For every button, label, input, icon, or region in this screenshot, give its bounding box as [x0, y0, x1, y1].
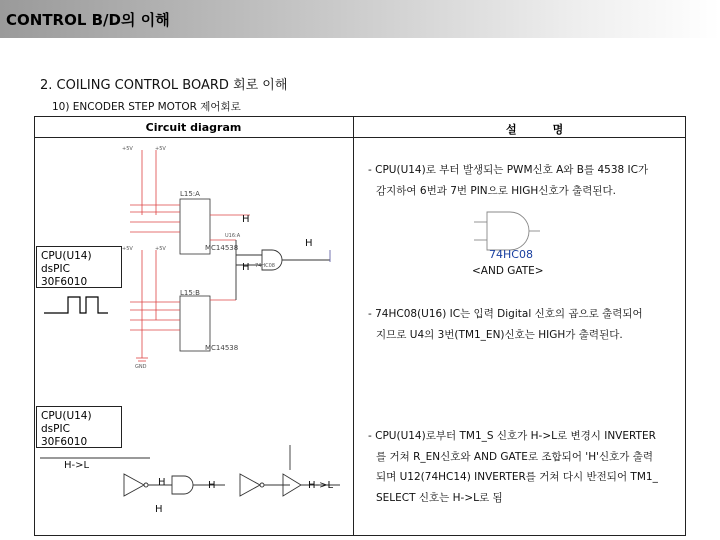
ic-bottom-label: L15:B — [180, 289, 200, 297]
ic-top-label: L15:A — [180, 190, 200, 198]
signal-hl-1: H->L — [64, 460, 90, 471]
desc-upper-line: 감지하여 6번과 7번 PIN으로 HIGH신호가 출력된다. — [376, 185, 616, 197]
header-circuit-diagram: Circuit diagram — [145, 121, 242, 134]
signal-h-3: H — [242, 262, 250, 273]
cpu-box-line: 30F6010 — [41, 276, 88, 288]
ic-top-name: MC14538 — [205, 244, 239, 252]
desc-lower-line: 되며 U12(74HC14) INVERTER를 거쳐 다시 반전되어 TM1_ — [376, 471, 658, 483]
signal-h-2: H — [305, 238, 313, 249]
desc-upper-line: 지므로 U4의 3번(TM1_EN)신호는 HIGH가 출력된다. — [376, 329, 623, 341]
header-description-part1: 설 — [506, 123, 517, 136]
schematic-tiny-label: +5V — [122, 146, 133, 152]
schematic-tiny-label: +5V — [155, 246, 166, 252]
cpu-box-lower — [36, 406, 122, 448]
signal-h-lower-1: H — [158, 477, 166, 488]
sub-title: 10) ENCODER STEP MOTOR 제어회로 — [52, 101, 241, 113]
desc-lower-line: - CPU(U14)로부터 TM1_S 신호가 H->L로 변경시 INVERTER — [368, 430, 656, 442]
gate-desc: <AND GATE> — [472, 265, 544, 277]
schematic-tiny-label: GND — [135, 364, 147, 370]
desc-lower-line: SELECT 신호는 H->L로 됨 — [376, 492, 503, 504]
page-title: CONTROL B/D의 이해 — [6, 11, 170, 29]
schematic-tiny-label: 74HC08 — [255, 263, 275, 269]
signal-h-1: H — [242, 214, 250, 225]
cpu-box-line: dsPIC — [41, 263, 70, 275]
desc-upper-line: - 74HC08(U16) IC는 입력 Digital 신호의 곱으로 출력되어 — [368, 308, 643, 320]
ic-bottom-name: MC14538 — [205, 344, 239, 352]
desc-upper-line: - CPU(U14)로 부터 발생되는 PWM신호 A와 B를 4538 IC가 — [368, 164, 649, 176]
signal-h-lower-3: H — [155, 504, 163, 515]
header-description-part2: 명 — [552, 123, 564, 136]
schematic-tiny-label: +5V — [155, 146, 166, 152]
gate-label: 74HC08 — [489, 248, 533, 261]
signal-h-lower-2: H — [208, 480, 216, 491]
cpu-box-line: dsPIC — [41, 423, 70, 435]
signal-hl-2: H->L — [308, 480, 334, 491]
schematic-tiny-label: +5V — [122, 246, 133, 252]
cpu-box-upper — [36, 246, 122, 288]
desc-lower-line: 를 거쳐 R_EN신호와 AND GATE로 조합되어 'H'신호가 출력 — [376, 451, 654, 463]
section-title: 2. COILING CONTROL BOARD 회로 이해 — [40, 78, 288, 93]
schematic-tiny-label: U16:A — [225, 233, 241, 239]
cpu-box-line: CPU(U14) — [41, 250, 92, 262]
cpu-box-line: 30F6010 — [41, 436, 88, 448]
cpu-box-line: CPU(U14) — [41, 410, 92, 422]
